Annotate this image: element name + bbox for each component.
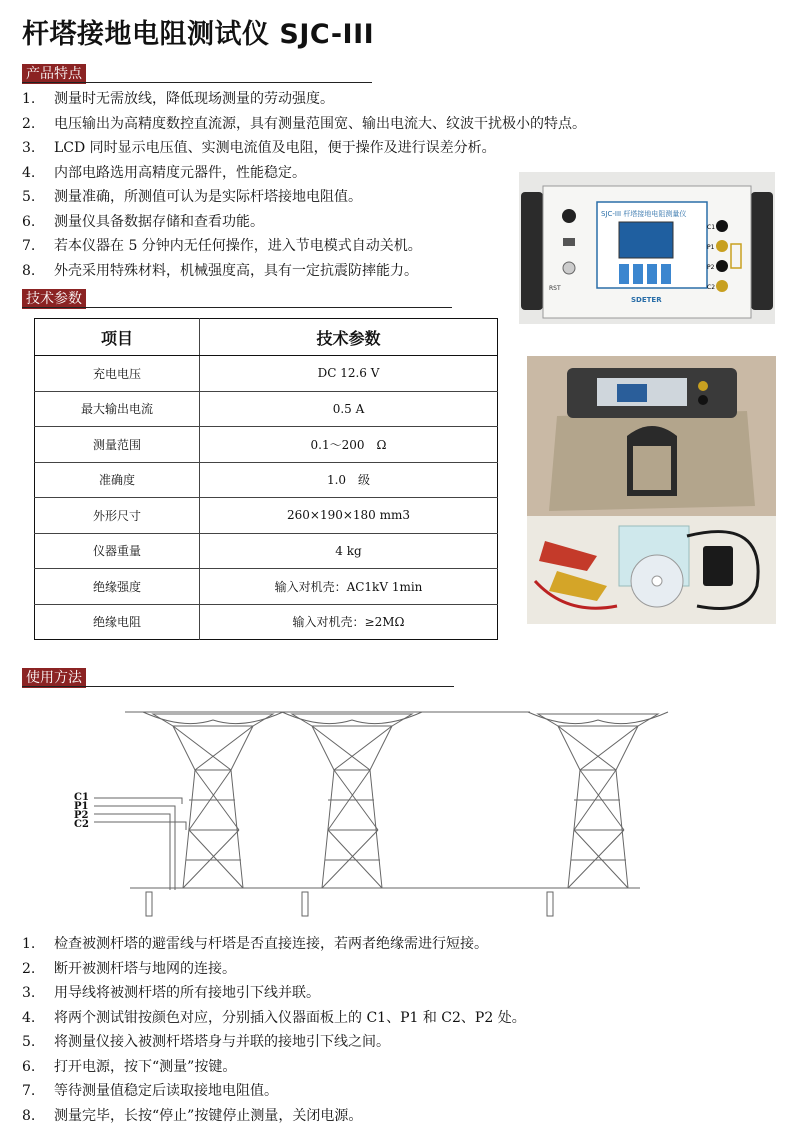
list-text: 外壳采用特殊材料，机械强度高，具有一定抗震防摔能力。 [54,262,418,279]
section-label: 使用方法 [22,668,86,688]
table-header: 技术参数 [200,319,498,356]
list-text: 打开电源，按下“测量”按键。 [54,1058,237,1075]
spec-value-cell: 1.0 级 [200,462,498,498]
spec-value-cell: 0.5 A [200,391,498,427]
spec-item-cell: 绝缘电阻 [35,604,200,640]
list-item [22,161,586,186]
list-number: 2. [22,960,36,977]
spec-item-cell: 测量范围 [35,427,200,463]
terminal-label: P1 [707,244,715,251]
reset-label: RST [549,285,561,292]
features-list [22,87,586,283]
list-item [22,981,526,1006]
spec-value-cell: 0.1～200 Ω [200,427,498,463]
list-text: 将测量仪接入被测杆塔塔身与并联的接地引下线之间。 [54,1034,390,1050]
spec-item-cell: 最大输出电流 [35,391,200,427]
list-number: 7. [22,1083,36,1099]
list-item [22,185,586,210]
list-item [22,957,526,982]
spec-value-cell: 输入对机壳：≥2MΩ [200,604,498,640]
list-text: 内部电路选用高精度元器件，性能稳定。 [54,164,306,181]
spec-item-cell: 仪器重量 [35,533,200,569]
spec-value-cell: 260×190×180 mm3 [200,498,498,534]
list-item [22,87,586,112]
section-header-features [22,63,372,83]
terminal-label: P2 [707,264,715,271]
list-number: 4. [22,1009,36,1026]
page-title: 杆塔接地电阻测试仪 SJC-III [22,19,375,50]
list-number: 3. [22,140,36,156]
list-text: 测量完毕，长按“停止”按键停止测量，关闭电源。 [54,1107,363,1124]
list-text: 电压输出为高精度数控直流源，具有测量范围宽、输出电流大、纹波干扰极小的特点。 [54,115,586,132]
list-number: 3. [22,985,36,1001]
list-text: 等待测量值稳定后读取接地电阻值。 [54,1083,278,1099]
table-row [35,498,498,534]
list-text: 将两个测试钳按颜色对应，分别插入仪器面板上的 C1、P1 和 C2、P2 处。 [54,1009,526,1026]
list-text: LCD 同时显示电压值、实测电流值及电阻，便于操作及进行误差分析。 [54,140,496,156]
lead-label-p2: P2 [74,810,89,821]
spec-item-cell: 绝缘强度 [35,569,200,605]
lead-label-p1: P1 [74,801,89,812]
list-number: 5. [22,1034,36,1050]
list-item [22,210,586,235]
section-label: 产品特点 [22,64,86,84]
list-text: 断开被测杆塔与地网的连接。 [54,960,236,977]
list-number: 6. [22,1058,36,1075]
table-row [35,356,498,392]
list-number: 1. [22,936,36,952]
list-text: 用导线将被测杆塔的所有接地引下线并联。 [54,985,320,1001]
list-item [22,1104,526,1129]
spec-value-cell: 4 kg [200,533,498,569]
list-number: 1. [22,91,36,107]
spec-item-cell: 外形尺寸 [35,498,200,534]
table-header: 项目 [35,319,200,356]
table-row [35,427,498,463]
list-item [22,136,586,161]
list-item [22,234,586,259]
spec-table [34,318,498,640]
list-item [22,1006,526,1031]
brand-logo: SDETER [631,296,662,304]
table-row [35,533,498,569]
spec-value-cell: 输入对机壳：AC1kV 1min [200,569,498,605]
table-row [35,604,498,640]
list-text: 测量仪具备数据存储和查看功能。 [54,213,264,230]
list-text: 检查被测杆塔的避雷线与杆塔是否直接连接，若两者绝缘需进行短接。 [54,936,488,952]
section-label: 技术参数 [22,289,86,309]
list-number: 8. [22,262,36,279]
lead-label-c1: C1 [74,792,89,803]
list-number: 2. [22,115,36,132]
section-header-specs [22,288,452,308]
terminal-label: C1 [707,224,716,231]
lead-label-c2: C2 [74,819,89,830]
list-number: 5. [22,189,36,205]
table-row [35,569,498,605]
list-number: 6. [22,213,36,230]
panel-title: SJC-III 杆塔接地电阻测量仪 [601,210,687,218]
list-text: 测量准确，所测值可认为是实际杆塔接地电阻值。 [54,189,362,205]
device-photo [519,172,775,324]
list-text: 若本仪器在 5 分钟内无任何操作，进入节电模式自动关机。 [54,238,422,254]
list-number: 7. [22,238,36,254]
list-text: 测量时无需放线，降低现场测量的劳动强度。 [54,91,334,107]
table-row [35,462,498,498]
list-item [22,932,526,957]
steps-list [22,932,526,1128]
list-item [22,1030,526,1055]
list-item [22,259,586,284]
spec-item-cell: 准确度 [35,462,200,498]
list-item [22,112,586,137]
list-number: 8. [22,1107,36,1124]
accessories-photo [527,356,776,624]
tower-diagram [60,700,670,925]
spec-value-cell: DC 12.6 V [200,356,498,392]
list-number: 4. [22,164,36,181]
spec-item-cell: 充电电压 [35,356,200,392]
section-header-usage [22,667,454,687]
terminal-label: C2 [707,284,716,291]
list-item [22,1079,526,1104]
table-row [35,391,498,427]
list-item [22,1055,526,1080]
